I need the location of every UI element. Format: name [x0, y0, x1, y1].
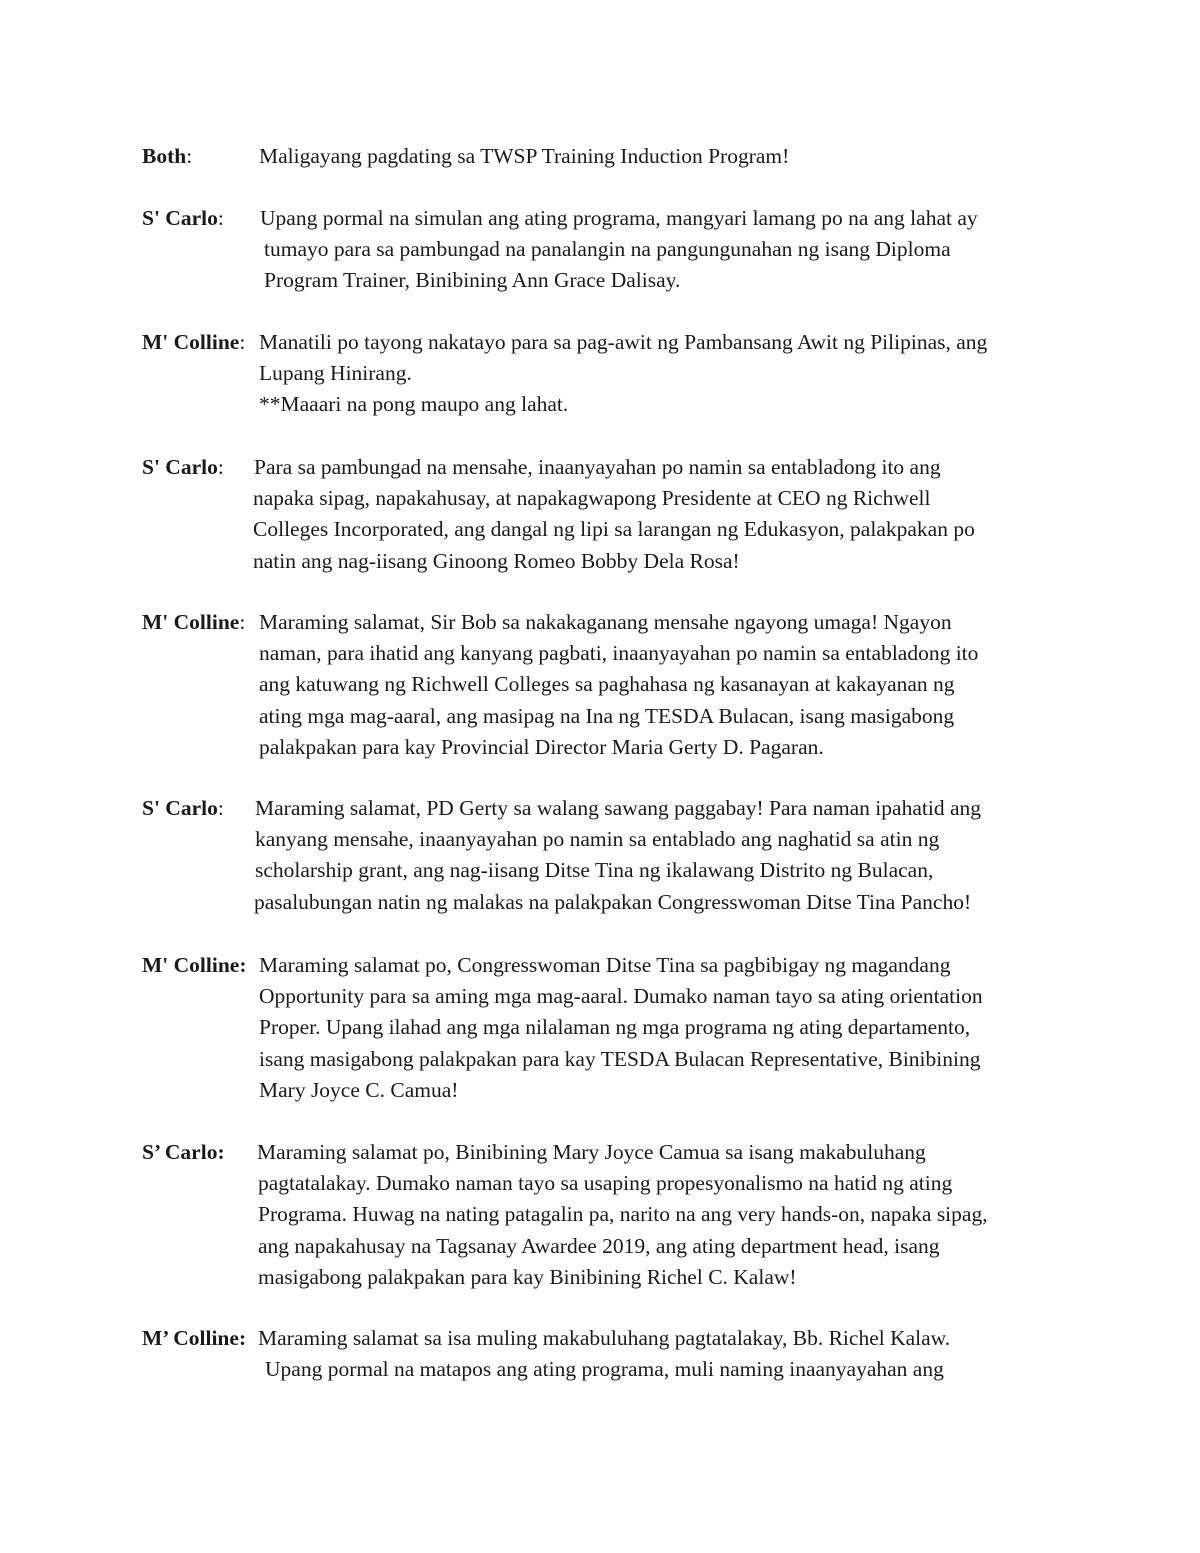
dialogue-line: pagtatalakay. Dumako naman tayo sa usaping propesyonalismo na hatid ng ating [258, 1171, 953, 1196]
dialogue-line: ang napakahusay na Tagsanay Awardee 2019, ang ating department head, isang [258, 1233, 940, 1258]
dialogue-entry [142, 203, 1082, 297]
dialogue-line: masigabong palakpakan para kay Binibining Richel C. Kalaw! [258, 1264, 797, 1289]
speaker-label [142, 793, 224, 824]
dialogue-entry [142, 793, 1082, 918]
speaker-name: M' Colline [142, 610, 240, 634]
dialogue-line: Programa. Huwag na nating patagalin pa, narito na ang very hands-on, napaka sipag, [258, 1202, 988, 1227]
dialogue-line: isang masigabong palakpakan para kay TESDA Bulacan Representative, Binibining [259, 1046, 981, 1071]
speaker-label [142, 950, 247, 981]
dialogue-line: kanyang mensahe, inaanyayahan po namin sa entablado ang naghatid sa atin ng [255, 827, 940, 852]
speaker-label [142, 203, 224, 234]
dialogue-entry [142, 452, 1082, 577]
dialogue-line: natin ang nag-iisang Ginoong Romeo Bobby Dela Rosa! [253, 548, 740, 573]
speaker-label [142, 141, 192, 172]
speaker-colon: : [239, 610, 246, 634]
speaker-colon: : [217, 206, 224, 230]
dialogue-line: scholarship grant, ang nag-iisang Ditse Tina ng ikalawang Distrito ng Bulacan, [255, 858, 934, 883]
dialogue-line: naman, para ihatid ang kanyang pagbati, inaanyayahan po namin sa entabladong ito [259, 641, 979, 666]
speaker-label [142, 1137, 225, 1168]
dialogue-entry [142, 607, 1082, 763]
dialogue-line: palakpakan para kay Provincial Director Maria Gerty D. Pagaran. [259, 734, 824, 759]
dialogue-line: Lupang Hinirang. [259, 361, 412, 386]
dialogue-line: Maraming salamat po, Binibining Mary Joyce Camua sa isang makabuluhang [257, 1140, 926, 1164]
speaker-label [142, 1323, 246, 1354]
dialogue-line: Para sa pambungad na mensahe, inaanyayahan po namin sa entabladong ito ang [254, 455, 941, 479]
speaker-name: S' Carlo [142, 206, 218, 230]
dialogue-line: napaka sipag, napakahusay, at napakagwapong Presidente at CEO ng Richwell [253, 486, 931, 511]
speaker-label [142, 452, 224, 483]
speaker-name: Both [142, 144, 187, 168]
speaker-name: S' Carlo [142, 455, 218, 479]
dialogue-line: Maraming salamat, Sir Bob sa nakakaganang mensahe ngayong umaga! Ngayon [259, 610, 952, 634]
speaker-colon: : [239, 330, 246, 354]
dialogue-line: Maraming salamat, PD Gerty sa walang sawang paggabay! Para naman ipahatid ang [255, 796, 981, 820]
dialogue-line: ang katuwang ng Richwell Colleges sa paghahasa ng kasanayan at kakayanan ng [259, 672, 955, 697]
dialogue-line: tumayo para sa pambungad na panalangin na pangungunahan ng isang Diploma [264, 237, 951, 262]
speaker-colon: : [217, 1140, 225, 1164]
dialogue-entry [142, 950, 1082, 1106]
dialogue-line: ating mga mag-aaral, ang masipag na Ina ng TESDA Bulacan, isang masigabong [259, 703, 955, 728]
dialogue-entry [142, 1323, 1082, 1385]
speaker-colon: : [217, 455, 224, 479]
dialogue-line: Upang pormal na simulan ang ating programa, mangyari lamang po na ang lahat ay [260, 206, 978, 230]
speaker-name: M' Colline [142, 330, 240, 354]
dialogue-line: Maraming salamat sa isa muling makabuluhang pagtatalakay, Bb. Richel Kalaw. [258, 1326, 951, 1350]
dialogue-line: Maligayang pagdating sa TWSP Training Induction Program! [259, 144, 790, 168]
dialogue-line: Upang pormal na matapos ang ating programa, muli naming inaanyayahan ang [265, 1357, 944, 1382]
dialogue-line: Mary Joyce C. Camua! [259, 1077, 459, 1102]
dialogue-line: Proper. Upang ilahad ang mga nilalaman ng mga programa ng ating departamento, [259, 1015, 971, 1040]
dialogue-line: Manatili po tayong nakatayo para sa pag-awit ng Pambansang Awit ng Pilipinas, ang [259, 330, 988, 354]
speaker-colon: : [217, 796, 224, 820]
dialogue-entry [142, 327, 1082, 421]
speaker-colon: : [186, 144, 193, 168]
speaker-name: M' Colline [142, 953, 240, 977]
dialogue-line: **Maaari na pong maupo ang lahat. [259, 392, 569, 417]
speaker-colon: : [238, 1326, 247, 1350]
speaker-name: S’ Carlo [142, 1140, 218, 1164]
dialogue-line: pasalubungan natin ng malakas na palakpakan Congresswoman Ditse Tina Pancho! [254, 889, 972, 914]
speaker-label [142, 607, 245, 638]
dialogue-entry [142, 141, 1082, 172]
dialogue-line: Colleges Incorporated, ang dangal ng lipi sa larangan ng Edukasyon, palakpakan po [253, 517, 975, 542]
dialogue-entry [142, 1137, 1082, 1293]
dialogue-line: Opportunity para sa aming mga mag-aaral. Dumako naman tayo sa ating orientation [259, 984, 983, 1009]
dialogue-line: Maraming salamat po, Congresswoman Ditse Tina sa pagbibigay ng magandang [259, 953, 951, 977]
dialogue-line: Program Trainer, Binibining Ann Grace Dalisay. [264, 268, 681, 293]
speaker-name: M’ Colline [142, 1326, 239, 1350]
speaker-colon: : [239, 953, 247, 977]
speaker-name: S' Carlo [142, 796, 218, 820]
speaker-label [142, 327, 245, 358]
